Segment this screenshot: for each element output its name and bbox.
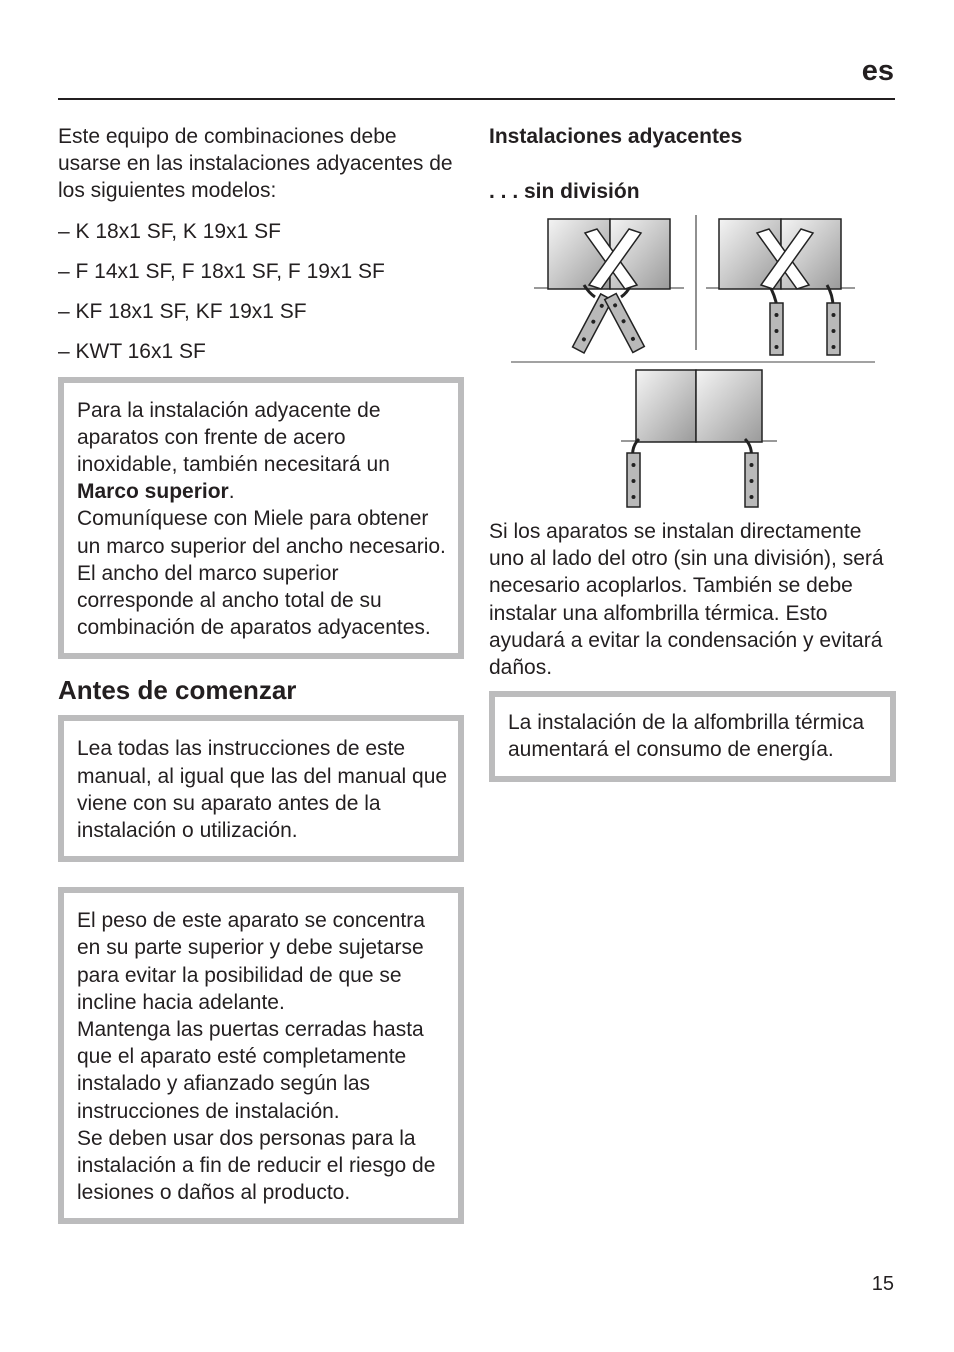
body-text: Si los aparatos se instalan directamente uno al lado del otro (sin una división), será necesario acoplarlos. También se debe instalar una alfombrilla térmica. Esto ayudará a evitar la condensación y evitará daños. [489, 520, 884, 680]
note-text: Comuníquese con Miele para obtener un marco superior del ancho necesario. El ancho del marco superior corresponde al ancho total de su combinación de aparatos adyacentes. [77, 507, 446, 640]
list-item: – KWT 16x1 SF [58, 339, 206, 363]
list-item: – K 18x1 SF, K 19x1 SF [58, 219, 281, 243]
note-text: Para la instalación adyacente de aparatos con frente de acero inoxidable, también necesitará un [77, 398, 390, 477]
note-box-energy [489, 691, 896, 781]
note-text: Mantenga las puertas cerradas hasta que el aparato esté completamente instalado y afianzado según las instrucciones de instalación. [77, 1018, 424, 1123]
note-text: . [228, 480, 235, 504]
note-box-tipping-warning [58, 887, 464, 1224]
subsection-subheading: . . . sin división [489, 180, 640, 203]
note-text: Se deben usar dos personas para la instalación a fin de reducir el riesgo de lesiones o daños al producto. [77, 1126, 436, 1205]
page-number: 15 [871, 1273, 894, 1295]
list-item: – KF 18x1 SF, KF 19x1 SF [58, 299, 307, 323]
header-rule [58, 98, 895, 100]
section-heading: Antes de comenzar [58, 675, 297, 706]
note-bold-term: Marco superior [77, 480, 229, 504]
note-text: El peso de este aparato se concentra en su parte superior y debe sujetarse para evitar la posibilidad de que se incline hacia adelante. [77, 909, 425, 1014]
incorrect-hinges-diagram-1 [534, 219, 684, 353]
incorrect-hinges-diagram-2 [706, 219, 855, 355]
left-column [58, 123, 464, 1224]
intro-text: Este equipo de combinaciones debe usarse en las instalaciones adyacentes de los siguientes modelos: [58, 125, 453, 203]
note-text: La instalación de la alfombrilla térmica aumentará el consumo de energía. [508, 711, 865, 762]
note-box-read-instructions [58, 715, 464, 862]
language-tag: es [861, 55, 894, 87]
right-column [489, 123, 896, 782]
hinge-installation-illustration [489, 215, 896, 515]
subsection-heading: Instalaciones adyacentes [489, 125, 743, 148]
model-list [58, 218, 464, 365]
note-text: Lea todas las instrucciones de este manual, al igual que las del manual que viene con su aparato antes de la instalación o utilización. [77, 737, 448, 843]
list-item: – F 14x1 SF, F 18x1 SF, F 19x1 SF [58, 259, 385, 283]
correct-hinges-diagram [621, 370, 777, 507]
note-box-top-frame [58, 377, 464, 660]
